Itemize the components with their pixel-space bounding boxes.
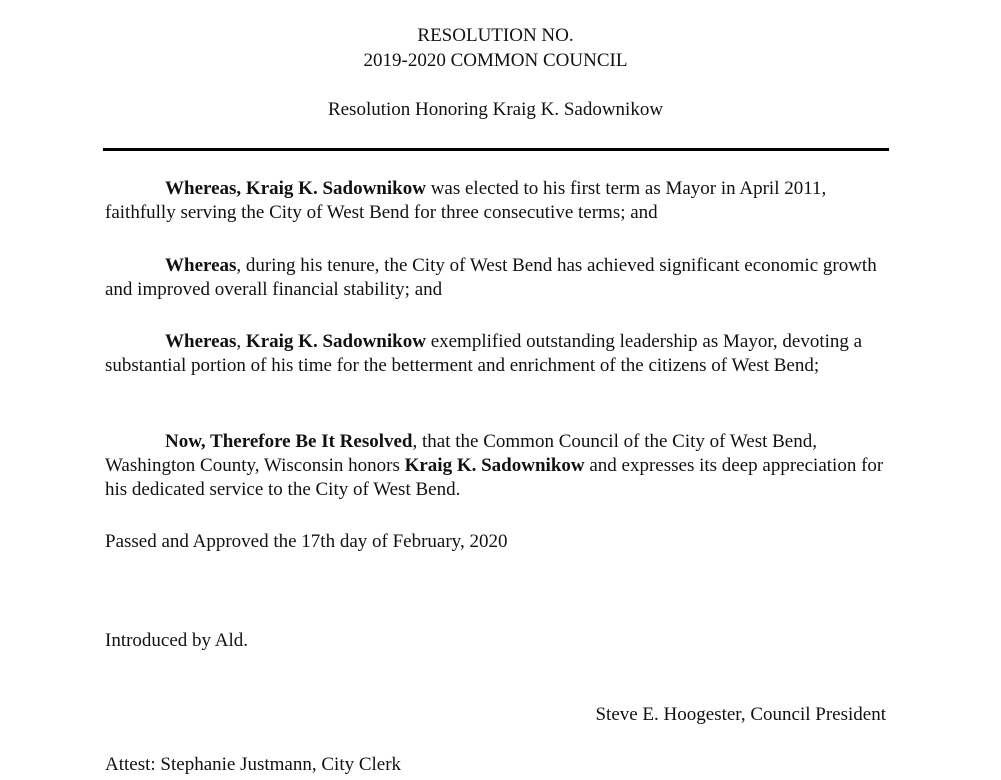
paragraph-text: and expresses its deep appreciation for his dedicated service to the City of West Bend.	[105, 455, 884, 500]
attest-line: Attest: Stephanie Justmann, City Clerk	[105, 754, 402, 775]
resolved-paragraph	[105, 430, 895, 502]
resolution-number: RESOLUTION NO.	[417, 25, 574, 46]
paragraph-lead: Now, Therefore Be It Resolved	[165, 431, 413, 452]
paragraph-lead: Whereas,	[165, 178, 242, 199]
council-term: 2019-2020 COMMON COUNCIL	[363, 50, 628, 71]
council-president-signature: Steve E. Hoogester, Council President	[595, 704, 886, 725]
whereas-paragraph-1	[105, 177, 895, 225]
whereas-paragraph-2	[105, 254, 895, 302]
paragraph-separator: ,	[236, 331, 246, 352]
paragraph-lead: Whereas	[165, 255, 237, 276]
passed-date: Passed and Approved the 17th day of February, 2020	[105, 531, 508, 552]
paragraph-lead: Whereas	[165, 331, 237, 352]
whereas-paragraph-3	[105, 330, 895, 378]
header-divider	[103, 148, 889, 151]
honoree-name: Kraig K. Sadownikow	[245, 331, 426, 352]
paragraph-text: , that the Common Council of the City of West Bend, Washington County, Wisconsin honors	[105, 431, 817, 476]
paragraph-text: , during his tenure, the City of West Bend has achieved significant economic growth and improved overall financial stability; and	[105, 255, 877, 300]
honoree-name: Kraig K. Sadownikow	[404, 455, 585, 476]
resolution-title: Resolution Honoring Kraig K. Sadownikow	[327, 99, 664, 120]
honoree-name: Kraig K. Sadownikow	[245, 178, 426, 199]
paragraph-text: exemplified outstanding leadership as Mayor, devoting a substantial portion of his time for the betterment and enrichment of the citizens of West Bend;	[105, 331, 863, 376]
paragraph-text: was elected to his first term as Mayor in April 2011, faithfully serving the City of West Bend for three consecutive terms; and	[105, 178, 827, 223]
introduced-by: Introduced by Ald.	[105, 630, 249, 651]
